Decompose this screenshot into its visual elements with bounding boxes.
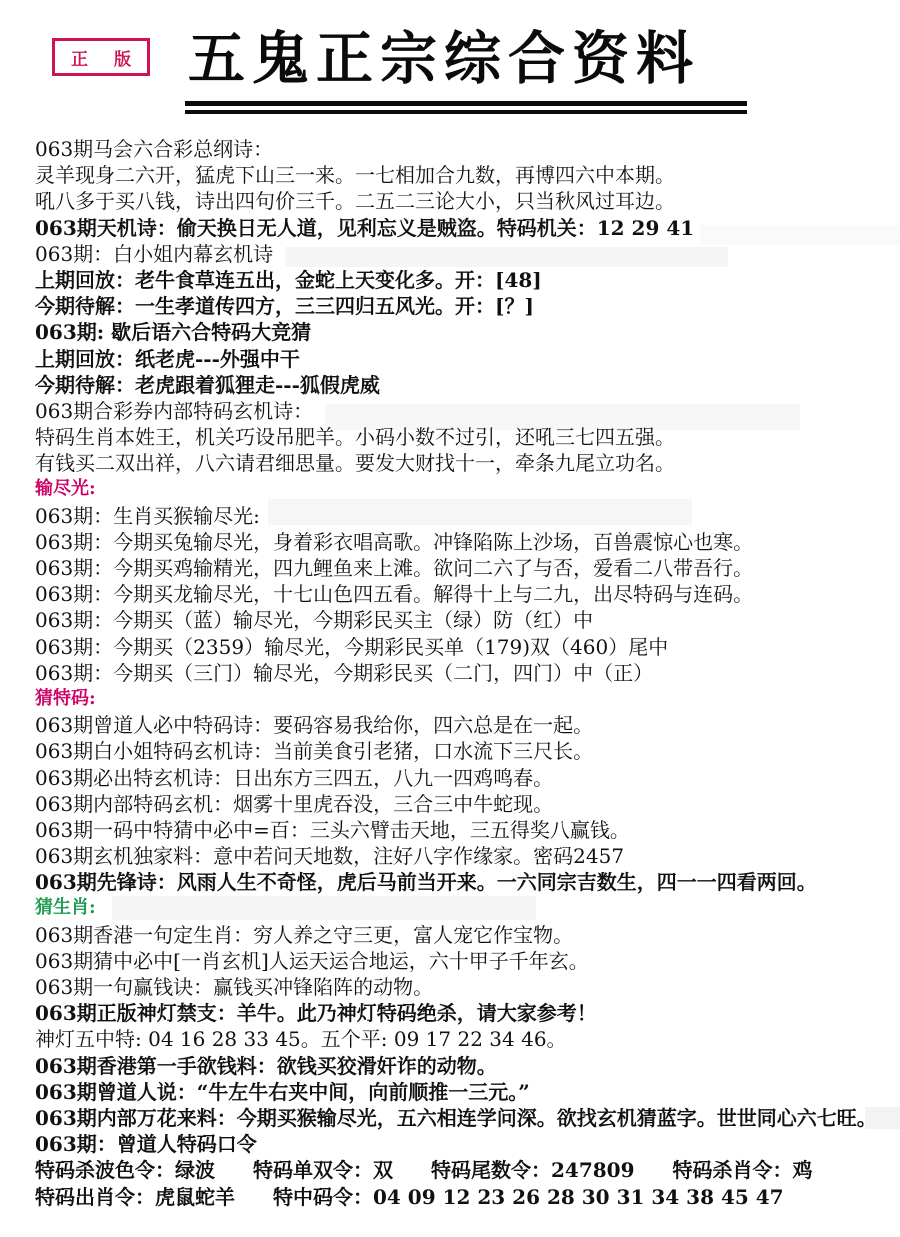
- content-lines: [35, 136, 895, 1210]
- text-line: 063期: 歇后语六合特码大竞猜: [35, 320, 312, 345]
- text-line: 063期内部万花来料：今期买猴输尽光，五六相连学问深。欲找玄机猜蓝字。世世同心六七旺。: [35, 1105, 877, 1130]
- text-line: 今期待解：老虎跟着狐狸走---狐假虎威: [35, 372, 380, 397]
- genuine-badge: 正 版: [52, 38, 150, 76]
- text-line: 上期回放：纸老虎---外强中干: [35, 346, 300, 371]
- text-line: 上期回放：老牛食草连五出，金蛇上天变化多。开：[48]: [35, 267, 542, 292]
- section-header-caishengxiao: 猜生肖:: [35, 897, 96, 919]
- code-command-row: [35, 1157, 895, 1183]
- text-line: 063期一句赢钱诀：赢钱买冲锋陷阵的动物。: [35, 975, 434, 999]
- code-segment: 特中码令：04 09 12 23 26 28 30 31 34 38 45 47: [273, 1184, 784, 1209]
- text-line: 063期先锋诗：风雨人生不奇怪，虎后马前当开来。一六同宗吉数生，四一一四看两回。: [35, 870, 817, 895]
- code-command-row: [35, 1184, 895, 1210]
- section-header-shujinguang: 输尽光:: [35, 478, 96, 500]
- text-line: 今期待解：一生孝道传四方，三三四归五风光。开：[？]: [35, 294, 534, 319]
- text-line: 063期一码中特猜中必中=百：三头六臂击天地，三五得奖八赢钱。: [35, 817, 630, 842]
- text-line: 063期：今期买鸡输精光，四九鲤鱼来上滩。欲问二六了与否，爱看二八带吾行。: [35, 556, 754, 580]
- page-title: 五鬼正宗综合资料: [188, 25, 700, 92]
- text-line: 063期玄机独家料：意中若问天地数，注好八字作缘家。密码2457: [35, 844, 625, 869]
- text-line: 063期：今期买兔输尽光，身着彩衣唱高歌。冲锋陷陈上沙场，百兽震惊心也寒。: [35, 529, 754, 554]
- text-line: 063期：今期买（2359）输尽光，今期彩民买单（179)双（460）尾中: [35, 634, 669, 659]
- text-line: 063期必出特玄机诗：日出东方三四五，八九一四鸡鸣春。: [35, 765, 554, 790]
- text-line: 063期白小姐特码玄机诗：当前美食引老猪，口水流下三尺长。: [35, 739, 594, 764]
- text-line: 有钱买二双出祥，八六请君细思量。要发大财找十一，牵条九尾立功名。: [35, 451, 675, 476]
- text-line: 063期马会六合彩总纲诗：: [35, 137, 274, 161]
- text-line: 063期天机诗：偷天换日无人道，见利忘义是贼盗。特码机关：12 29 41: [35, 215, 695, 240]
- text-line: 063期合彩券内部特码玄机诗：: [35, 398, 314, 423]
- title-underline: [185, 101, 747, 114]
- text-line: 神灯五中特: 04 16 28 33 45。五个平: 09 17 22 34 46。: [35, 1027, 567, 1052]
- text-line: 吼八多于买八钱，诗出四句价三千。二五二三论大小，只当秋风过耳边。: [35, 189, 675, 214]
- text-line: 063期：曾道人特码口令: [35, 1132, 257, 1157]
- text-line: 特码生肖本姓王，机关巧设吊肥羊。小码小数不过引，还吼三七四五强。: [35, 425, 675, 450]
- text-line: 063期：生肖买猴输尽光:: [35, 503, 260, 528]
- code-segment: 特码单双令：双: [253, 1158, 393, 1183]
- text-line: 063期香港第一手欲钱料：欲钱买狡滑奸诈的动物。: [35, 1053, 497, 1078]
- text-line: 063期：白小姐内幕玄机诗: [35, 241, 274, 266]
- text-line: 063期猜中必中[一肖玄机]人运天运合地运，六十甲子千年玄。: [35, 948, 589, 973]
- section-header-caitema: 猜特码:: [35, 687, 96, 709]
- text-line: 063期曾道人说：“牛左牛右夹中间，向前顺推一三元。”: [35, 1079, 530, 1104]
- text-line: 063期：今期买龙输尽光，十七山色四五看。解得十上与二九，出尽特码与连码。: [35, 582, 754, 607]
- text-line: 063期：今期买（蓝）输尽光，今期彩民买主（绿）防（红）中: [35, 608, 594, 633]
- text-line: 灵羊现身二六开，猛虎下山三一来。一七相加合九数，再博四六中本期。: [35, 163, 675, 188]
- code-segment: 特码杀肖令：鸡: [672, 1158, 813, 1183]
- code-segment: 特码出肖令：虎鼠蛇羊: [35, 1184, 235, 1209]
- text-line: 063期香港一句定生肖：穷人养之守三更，富人宠它作宝物。: [35, 922, 574, 947]
- code-segment: 特码杀波色令：绿波: [35, 1158, 215, 1183]
- code-segment: 特码尾数令：247809: [431, 1158, 635, 1183]
- text-line: 063期内部特码玄机：烟雾十里虎吞没，三合三中牛蛇现。: [35, 791, 554, 816]
- text-line: 063期曾道人必中特码诗：要码容易我给你，四六总是在一起。: [35, 713, 594, 738]
- text-line: 063期正版神灯禁支：羊牛。此乃神灯特码绝杀，请大家参考！: [35, 1001, 597, 1026]
- page-header: [0, 0, 900, 135]
- text-line: 063期：今期买（三门）输尽光，今期彩民买（二门，四门）中（正）: [35, 660, 654, 685]
